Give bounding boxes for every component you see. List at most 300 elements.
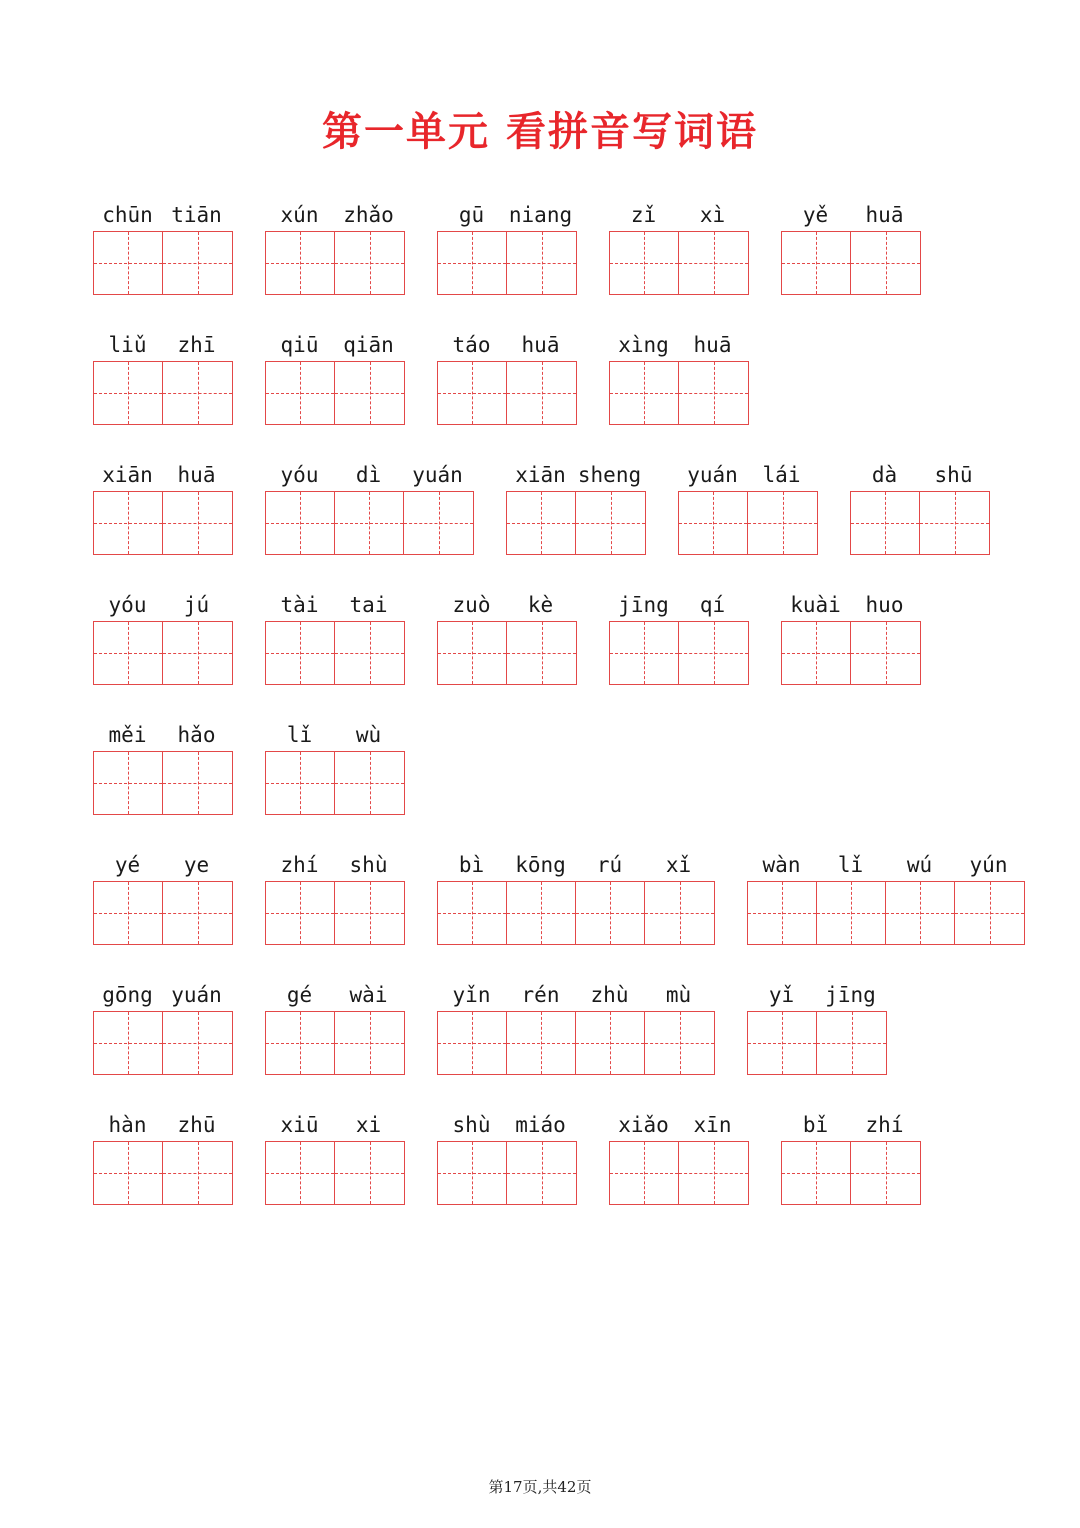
pinyin-syllable: ye [183, 853, 210, 877]
pinyin-syllable: yǐ [768, 983, 795, 1007]
writing-cell[interactable] [163, 492, 232, 554]
dashed-guide-vertical [714, 622, 715, 684]
dashed-guide-vertical [680, 882, 681, 944]
pinyin-line [506, 460, 644, 490]
dashed-guide-vertical [300, 882, 301, 944]
pinyin-syllable: shù [452, 1113, 491, 1137]
writing-cell[interactable] [266, 362, 335, 424]
writing-cell[interactable] [438, 1142, 507, 1204]
pinyin-syllable: kuài [790, 593, 841, 617]
writing-cell[interactable] [748, 882, 817, 944]
pinyin-syllable: huā [693, 333, 732, 357]
tianzige-box [93, 491, 233, 555]
dashed-guide-vertical [714, 362, 715, 424]
pinyin-line [265, 980, 403, 1010]
pinyin-syllable: xún [280, 203, 319, 227]
dashed-guide-vertical [128, 622, 129, 684]
pinyin-syllable: rú [596, 853, 623, 877]
dashed-guide-vertical [198, 362, 199, 424]
writing-cell[interactable] [335, 492, 404, 554]
word-group [265, 590, 403, 685]
writing-cell[interactable] [679, 362, 748, 424]
dashed-guide-vertical [611, 492, 612, 554]
word-group [781, 590, 919, 685]
pinyin-syllable: xi [355, 1113, 382, 1137]
writing-cell[interactable] [748, 1012, 817, 1074]
dashed-guide-vertical [198, 1012, 199, 1074]
tianzige-box [265, 231, 405, 295]
dashed-guide-vertical [541, 492, 542, 554]
word-group [609, 200, 747, 295]
dashed-guide-vertical [300, 1142, 301, 1204]
tianzige-box [265, 361, 405, 425]
tianzige-box [265, 1141, 405, 1205]
pinyin-syllable: wù [355, 723, 382, 747]
dashed-guide-vertical [128, 1142, 129, 1204]
pinyin-line [437, 980, 713, 1010]
writing-cell[interactable] [851, 492, 920, 554]
tianzige-box [609, 231, 749, 295]
pinyin-syllable: tiān [171, 203, 222, 227]
writing-cell[interactable] [610, 622, 679, 684]
tianzige-box [781, 621, 921, 685]
dashed-guide-vertical [300, 362, 301, 424]
dashed-guide-vertical [886, 232, 887, 294]
dashed-guide-vertical [128, 232, 129, 294]
word-group [93, 850, 231, 945]
writing-cell[interactable] [507, 882, 576, 944]
pinyin-syllable: yún [969, 853, 1008, 877]
writing-cell[interactable] [748, 492, 817, 554]
word-group [437, 980, 713, 1075]
tianzige-box [437, 361, 577, 425]
writing-cell[interactable] [576, 1012, 645, 1074]
dashed-guide-vertical [128, 752, 129, 814]
writing-cell[interactable] [955, 882, 1024, 944]
tianzige-box [506, 491, 646, 555]
word-group [747, 850, 1023, 945]
dashed-guide-vertical [198, 752, 199, 814]
writing-cell[interactable] [438, 622, 507, 684]
pinyin-syllable: hǎo [177, 723, 216, 747]
dashed-guide-vertical [680, 1012, 681, 1074]
pinyin-line [93, 460, 231, 490]
word-group [609, 590, 747, 685]
pinyin-line [437, 200, 575, 230]
pinyin-syllable: yǐn [452, 983, 491, 1007]
writing-cell[interactable] [94, 1142, 163, 1204]
pinyin-syllable: niang [508, 203, 573, 227]
dashed-guide-vertical [198, 1142, 199, 1204]
writing-cell[interactable] [782, 232, 851, 294]
writing-cell[interactable] [404, 492, 473, 554]
tianzige-box [437, 1011, 715, 1075]
pinyin-syllable: liǔ [108, 333, 147, 357]
dashed-guide-vertical [782, 1012, 783, 1074]
writing-cell[interactable] [335, 622, 404, 684]
tianzige-box [781, 231, 921, 295]
writing-cell[interactable] [507, 1142, 576, 1204]
tianzige-box [747, 1011, 887, 1075]
pinyin-syllable: huo [865, 593, 904, 617]
word-group [265, 200, 403, 295]
dashed-guide-vertical [542, 622, 543, 684]
pinyin-syllable: xì [699, 203, 726, 227]
word-group [93, 460, 231, 555]
writing-cell[interactable] [94, 1012, 163, 1074]
pinyin-syllable: mù [665, 983, 692, 1007]
writing-cell[interactable] [851, 232, 920, 294]
writing-cell[interactable] [920, 492, 989, 554]
writing-cell[interactable] [266, 1012, 335, 1074]
writing-cell[interactable] [645, 882, 714, 944]
pinyin-syllable: zhǎo [343, 203, 394, 227]
dashed-guide-vertical [644, 232, 645, 294]
word-group [678, 460, 816, 555]
pinyin-syllable: miáo [515, 1113, 566, 1137]
pinyin-syllable: gé [286, 983, 313, 1007]
dashed-guide-vertical [851, 882, 852, 944]
tianzige-box [850, 491, 990, 555]
writing-cell[interactable] [335, 232, 404, 294]
pinyin-syllable: zhù [590, 983, 629, 1007]
pinyin-syllable: qiān [343, 333, 394, 357]
writing-cell[interactable] [851, 1142, 920, 1204]
tianzige-box [265, 881, 405, 945]
pinyin-syllable: gū [458, 203, 485, 227]
pinyin-line [609, 330, 747, 360]
dashed-guide-vertical [128, 882, 129, 944]
dashed-guide-vertical [472, 1012, 473, 1074]
pinyin-line [93, 590, 231, 620]
dashed-guide-vertical [370, 232, 371, 294]
tianzige-box [265, 1011, 405, 1075]
word-group [265, 1110, 403, 1205]
dashed-guide-vertical [610, 882, 611, 944]
dashed-guide-vertical [128, 362, 129, 424]
writing-cell[interactable] [782, 622, 851, 684]
dashed-guide-vertical [644, 362, 645, 424]
pinyin-line [265, 200, 403, 230]
pinyin-line [747, 850, 1023, 880]
tianzige-box [437, 231, 577, 295]
dashed-guide-vertical [472, 882, 473, 944]
writing-cell[interactable] [266, 232, 335, 294]
pinyin-line [437, 330, 575, 360]
dashed-guide-vertical [300, 232, 301, 294]
pinyin-syllable: qí [699, 593, 726, 617]
writing-cell[interactable] [782, 1142, 851, 1204]
dashed-guide-vertical [886, 622, 887, 684]
pinyin-syllable: xiān [515, 463, 566, 487]
pinyin-syllable: kōng [515, 853, 566, 877]
pinyin-syllable: zhī [177, 333, 216, 357]
writing-cell[interactable] [886, 882, 955, 944]
pinyin-syllable: zhí [280, 853, 319, 877]
dashed-guide-vertical [920, 882, 921, 944]
pinyin-syllable: xīn [693, 1113, 732, 1137]
writing-cell[interactable] [163, 752, 232, 814]
pinyin-line [93, 1110, 231, 1140]
writing-cell[interactable] [507, 232, 576, 294]
dashed-guide-vertical [713, 492, 714, 554]
writing-cell[interactable] [438, 882, 507, 944]
pinyin-line [265, 850, 403, 880]
writing-cell[interactable] [163, 232, 232, 294]
pinyin-syllable: wú [906, 853, 933, 877]
writing-cell[interactable] [266, 492, 335, 554]
pinyin-line [93, 850, 231, 880]
pinyin-line [781, 590, 919, 620]
pinyin-syllable: dì [355, 463, 382, 487]
pinyin-syllable: sheng [577, 463, 642, 487]
tianzige-box [93, 1141, 233, 1205]
writing-cell[interactable] [817, 882, 886, 944]
writing-cell[interactable] [335, 362, 404, 424]
pinyin-syllable: zhí [865, 1113, 904, 1137]
tianzige-box [93, 361, 233, 425]
tianzige-box [747, 881, 1025, 945]
pinyin-syllable: huā [865, 203, 904, 227]
dashed-guide-vertical [816, 622, 817, 684]
tianzige-box [437, 1141, 577, 1205]
pinyin-syllable: shù [349, 853, 388, 877]
tianzige-box [609, 621, 749, 685]
dashed-guide-vertical [990, 882, 991, 944]
pinyin-syllable: wàn [762, 853, 801, 877]
pinyin-line [678, 460, 816, 490]
pinyin-line [747, 980, 885, 1010]
word-group [265, 330, 403, 425]
writing-cell[interactable] [576, 492, 645, 554]
pinyin-syllable: kè [527, 593, 554, 617]
pinyin-line [93, 200, 231, 230]
pinyin-line [93, 980, 231, 1010]
writing-cell[interactable] [94, 752, 163, 814]
tianzige-box [265, 751, 405, 815]
pinyin-line [265, 1110, 403, 1140]
dashed-guide-vertical [644, 622, 645, 684]
tianzige-box [437, 881, 715, 945]
tianzige-box [93, 751, 233, 815]
pinyin-syllable: yuán [171, 983, 222, 1007]
dashed-guide-vertical [370, 1012, 371, 1074]
word-group [265, 720, 403, 815]
pinyin-line [265, 460, 472, 490]
writing-cell[interactable] [507, 492, 576, 554]
writing-cell[interactable] [163, 362, 232, 424]
pinyin-syllable: yuán [687, 463, 738, 487]
page-title: 第一单元 看拼音写词语 [322, 108, 758, 155]
dashed-guide-vertical [885, 492, 886, 554]
pinyin-syllable: jīng [825, 983, 876, 1007]
pinyin-syllable: xiǎo [618, 1113, 669, 1137]
pinyin-line [93, 720, 231, 750]
pinyin-line [265, 720, 403, 750]
dashed-guide-vertical [542, 1142, 543, 1204]
word-group [265, 980, 403, 1075]
word-group [93, 980, 231, 1075]
word-group [93, 590, 231, 685]
writing-cell[interactable] [645, 1012, 714, 1074]
dashed-guide-vertical [542, 232, 543, 294]
pinyin-syllable: xiū [280, 1113, 319, 1137]
pinyin-line [781, 1110, 919, 1140]
pinyin-syllable: hàn [108, 1113, 147, 1137]
tianzige-box [265, 621, 405, 685]
pinyin-syllable: gōng [102, 983, 153, 1007]
writing-cell[interactable] [94, 362, 163, 424]
tianzige-box [609, 1141, 749, 1205]
tianzige-box [93, 621, 233, 685]
writing-cell[interactable] [94, 882, 163, 944]
writing-cell[interactable] [163, 622, 232, 684]
writing-cell[interactable] [163, 1142, 232, 1204]
dashed-guide-vertical [439, 492, 440, 554]
dashed-guide-vertical [886, 1142, 887, 1204]
dashed-guide-vertical [472, 1142, 473, 1204]
writing-cell[interactable] [507, 1012, 576, 1074]
word-group [781, 200, 919, 295]
pinyin-syllable: yóu [108, 593, 147, 617]
pinyin-line [93, 330, 231, 360]
writing-cell[interactable] [679, 622, 748, 684]
word-group [506, 460, 644, 555]
dashed-guide-vertical [852, 1012, 853, 1074]
writing-cell[interactable] [438, 362, 507, 424]
pinyin-syllable: yé [114, 853, 141, 877]
writing-cell[interactable] [335, 752, 404, 814]
dashed-guide-vertical [816, 232, 817, 294]
dashed-guide-vertical [198, 232, 199, 294]
dashed-guide-vertical [542, 362, 543, 424]
dashed-guide-vertical [610, 1012, 611, 1074]
pinyin-syllable: jú [183, 593, 210, 617]
tianzige-box [678, 491, 818, 555]
writing-cell[interactable] [610, 1142, 679, 1204]
word-group [93, 1110, 231, 1205]
word-group [437, 1110, 575, 1205]
pinyin-line [437, 1110, 575, 1140]
word-group [437, 850, 713, 945]
word-group [850, 460, 988, 555]
pinyin-syllable: měi [108, 723, 147, 747]
dashed-guide-vertical [472, 622, 473, 684]
tianzige-box [93, 881, 233, 945]
page-number: 第17页,共42页 [488, 1478, 592, 1496]
word-group [93, 200, 231, 295]
dashed-guide-vertical [783, 492, 784, 554]
dashed-guide-vertical [300, 1012, 301, 1074]
writing-cell[interactable] [266, 882, 335, 944]
pinyin-syllable: bì [458, 853, 485, 877]
writing-cell[interactable] [576, 882, 645, 944]
word-group [265, 460, 472, 555]
dashed-guide-vertical [370, 752, 371, 814]
word-group [609, 330, 747, 425]
dashed-guide-vertical [370, 1142, 371, 1204]
dashed-guide-vertical [370, 362, 371, 424]
writing-cell[interactable] [438, 1012, 507, 1074]
dashed-guide-vertical [816, 1142, 817, 1204]
dashed-guide-vertical [198, 882, 199, 944]
pinyin-syllable: xiān [102, 463, 153, 487]
word-group [265, 850, 403, 945]
writing-cell[interactable] [335, 1012, 404, 1074]
pinyin-syllable: wài [349, 983, 388, 1007]
writing-cell[interactable] [94, 232, 163, 294]
writing-cell[interactable] [679, 232, 748, 294]
dashed-guide-vertical [300, 622, 301, 684]
pinyin-syllable: yuán [412, 463, 463, 487]
writing-cell[interactable] [94, 492, 163, 554]
writing-cell[interactable] [851, 622, 920, 684]
tianzige-box [93, 231, 233, 295]
tianzige-box [781, 1141, 921, 1205]
pinyin-syllable: tai [349, 593, 388, 617]
writing-cell[interactable] [335, 1142, 404, 1204]
pinyin-syllable: chūn [102, 203, 153, 227]
dashed-guide-vertical [370, 622, 371, 684]
writing-cell[interactable] [507, 362, 576, 424]
writing-cell[interactable] [163, 1012, 232, 1074]
dashed-guide-vertical [198, 622, 199, 684]
writing-cell[interactable] [266, 622, 335, 684]
dashed-guide-vertical [128, 492, 129, 554]
dashed-guide-vertical [369, 492, 370, 554]
dashed-guide-vertical [370, 882, 371, 944]
writing-cell[interactable] [679, 492, 748, 554]
writing-cell[interactable] [610, 362, 679, 424]
writing-cell[interactable] [266, 1142, 335, 1204]
writing-cell[interactable] [335, 882, 404, 944]
dashed-guide-vertical [644, 1142, 645, 1204]
word-group [437, 330, 575, 425]
dashed-guide-vertical [782, 882, 783, 944]
dashed-guide-vertical [541, 1012, 542, 1074]
dashed-guide-vertical [714, 232, 715, 294]
tianzige-box [609, 361, 749, 425]
writing-cell[interactable] [163, 882, 232, 944]
word-group [93, 720, 231, 815]
pinyin-line [609, 200, 747, 230]
pinyin-syllable: táo [452, 333, 491, 357]
pinyin-syllable: shū [934, 463, 973, 487]
pinyin-syllable: qiū [280, 333, 319, 357]
word-group [747, 980, 885, 1075]
writing-cell[interactable] [438, 232, 507, 294]
pinyin-syllable: zuò [452, 593, 491, 617]
writing-cell[interactable] [817, 1012, 886, 1074]
writing-cell[interactable] [94, 622, 163, 684]
word-group [781, 1110, 919, 1205]
writing-cell[interactable] [507, 622, 576, 684]
pinyin-syllable: bǐ [802, 1113, 829, 1137]
pinyin-line [265, 330, 403, 360]
pinyin-syllable: xǐ [665, 853, 692, 877]
writing-cell[interactable] [610, 232, 679, 294]
pinyin-syllable: tài [280, 593, 319, 617]
dashed-guide-vertical [198, 492, 199, 554]
writing-cell[interactable] [266, 752, 335, 814]
word-group [609, 1110, 747, 1205]
dashed-guide-vertical [714, 1142, 715, 1204]
pinyin-line [850, 460, 988, 490]
pinyin-syllable: huā [177, 463, 216, 487]
tianzige-box [93, 1011, 233, 1075]
dashed-guide-vertical [472, 362, 473, 424]
writing-cell[interactable] [679, 1142, 748, 1204]
